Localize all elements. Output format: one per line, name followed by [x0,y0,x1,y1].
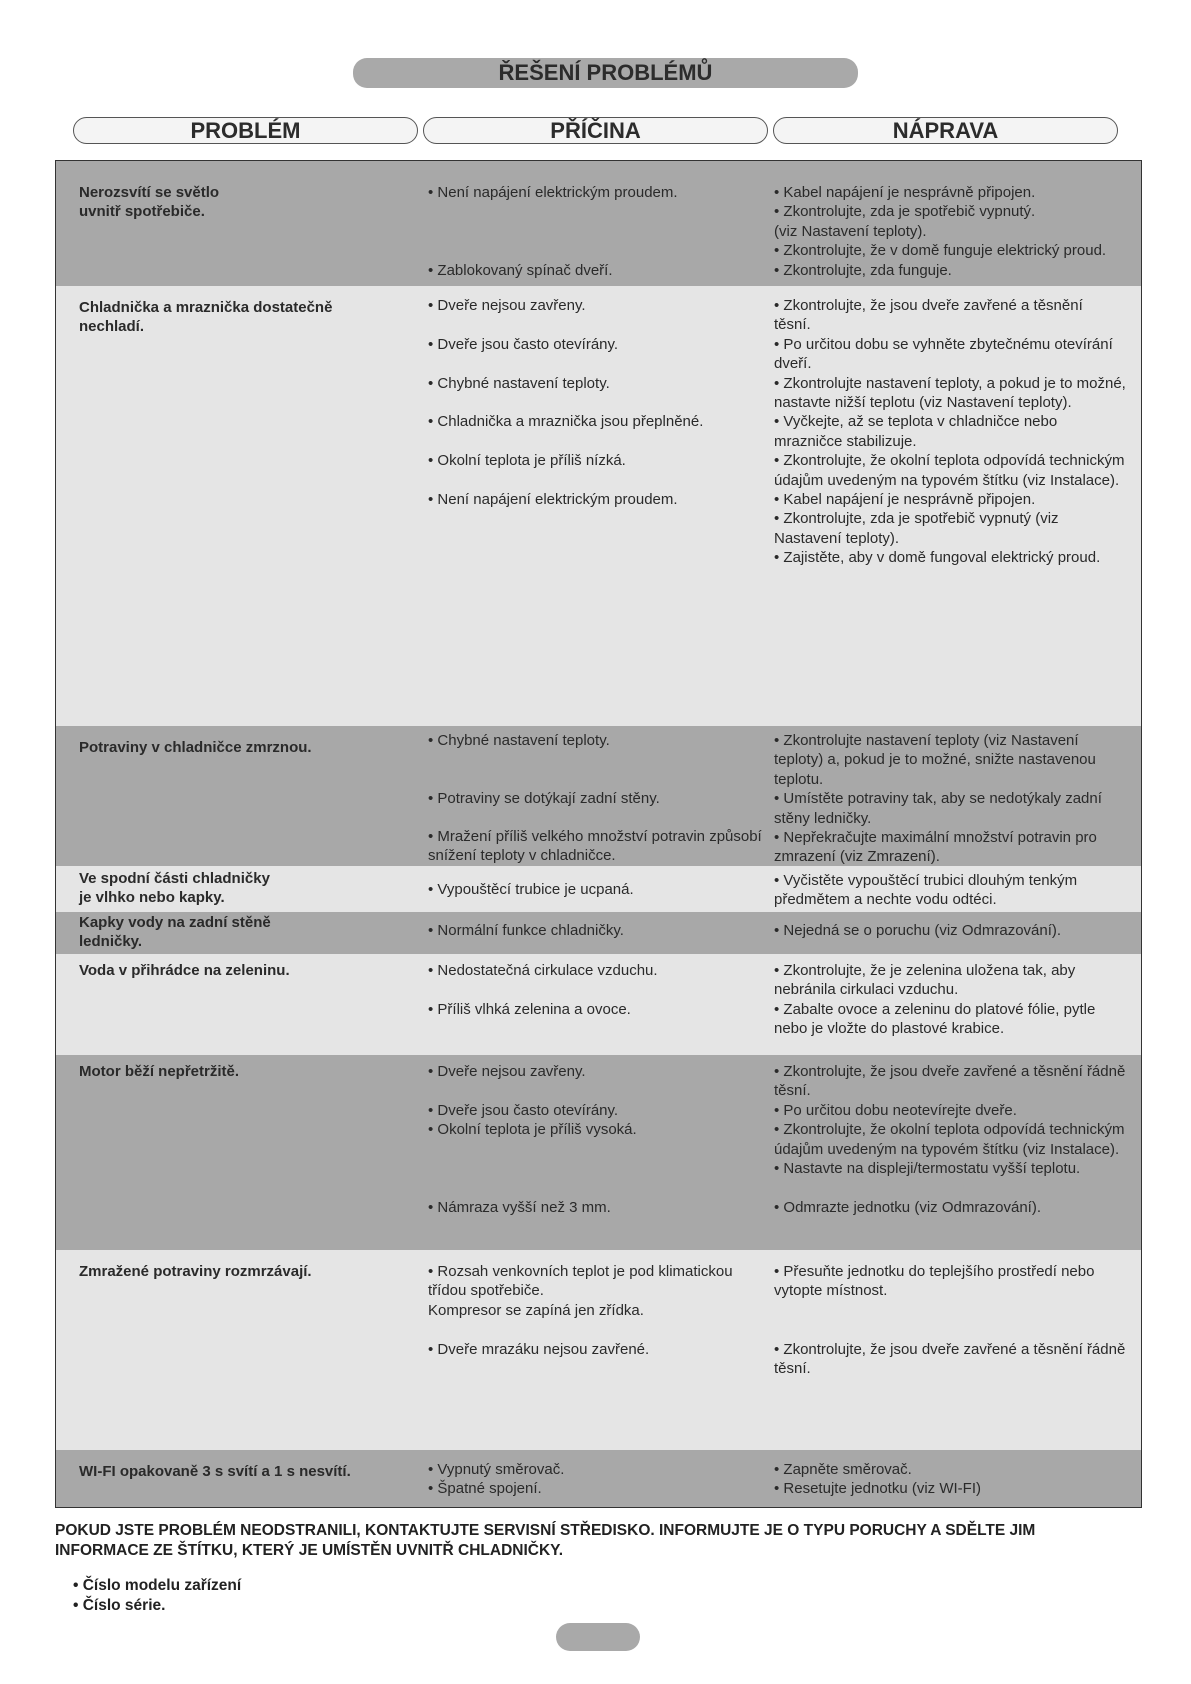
fix-text: • Zkontrolujte, že jsou dveře zavřené a těsnění řádně těsní. [774,1341,1126,1378]
fix-text: (viz Nastavení teploty). [774,222,927,240]
fix-text: • Zajistěte, aby v domě fungoval elektrický proud. [774,549,1101,567]
fix-text: • Zkontrolujte, zda funguje. [774,261,952,279]
list-item: • Číslo modelu zařízení [73,1577,242,1594]
page-number-badge [556,1623,640,1651]
fix-text: • Zabalte ovoce a zeleninu do platové fólie, pytle nebo je vložte do plastové krabice. [774,1000,1096,1038]
fix-text: • Kabel napájení je nesprávně připojen. [774,491,1036,509]
cause-text: • Rozsah venkovních teplot je pod klimatickou třídou spotřebiče. Kompresor se zapíná jen zřídka. [428,1263,733,1319]
troubleshooting-table [55,160,1142,1508]
cause-text: • Není napájení elektrickým proudem. [428,184,678,201]
fix-text: • Kabel napájení je nesprávně připojen. [774,184,1036,201]
cause-text: • Potraviny se dotýkají zadní stěny. [428,790,660,807]
problem-text: Ve spodní části chladničky je vlhko nebo kapky. [79,870,270,907]
problem-text: Zmražené potraviny rozmrzávají. [79,1263,312,1280]
fix-text: • Odmrazte jednotku (viz Odmrazování). [774,1199,1042,1216]
fix-text: • Vyčkejte, až se teplota v chladničce nebo mrazničce stabilizuje. [774,413,1058,450]
cause-text: • Okolní teplota je příliš nízká. [428,452,626,469]
fix-text: • Nepřekračujte maximální množství potravin pro zmrazení (viz Zmrazení). [774,829,1097,866]
fix-text: • Zkontrolujte nastavení teploty, a pokud je to možné, nastavte nižší teplotu (viz Nastavení teploty). [774,374,1126,412]
fix-text: • Zapněte směrovač. [774,1461,912,1478]
table-row [56,866,1141,912]
fix-text: • Po určitou dobu se vyhněte zbytečnému otevírání dveří. [774,335,1113,373]
service-note: POKUD JSTE PROBLÉM NEODSTRANILI, KONTAKTUJTE SERVISNÍ STŘEDISKO. INFORMUJTE JE O TYPU PORUCHY A SDĚLTE JIM INFORMACE ZE ŠTÍTKU, KTERÝ JE UMÍSTĚN UVNITŘ CHLADNIČKY. [55,1522,1036,1559]
fix-text: • Nastavte na displeji/termostatu vyšší teplotu. [774,1160,1081,1178]
cause-text: • Špatné spojení. [428,1480,542,1498]
cause-text: • Okolní teplota je příliš vysoká. [428,1121,637,1138]
table-row [56,726,1141,866]
cause-text: • Vypouštěcí trubice je ucpaná. [428,881,634,898]
table-row [56,912,1141,954]
table-row [56,1055,1141,1250]
fix-text: • Zkontrolujte, že v domě funguje elektrický proud. [774,242,1107,260]
fix-text: • Nejedná se o poruchu (viz Odmrazování). [774,922,1062,939]
table-row [56,1250,1141,1450]
problem-text: Nerozsvítí se světlo uvnitř spotřebiče. [79,184,220,221]
cause-text: • Zablokovaný spínač dveří. [428,262,613,279]
cause-text: • Dveře mrazáku nejsou zavřené. [428,1341,650,1358]
page-title: ŘEŠENÍ PROBLÉMŮ [353,58,858,88]
column-header-problem: PROBLÉM [73,117,418,144]
table-row [56,161,1141,286]
cause-text: • Nedostatečná cirkulace vzduchu. [428,962,658,979]
problem-text: Motor běží nepřetržitě. [79,1063,240,1080]
column-header-fix: NÁPRAVA [773,117,1118,144]
problem-text: WI-FI opakovaně 3 s svítí a 1 s nesvítí. [79,1463,351,1480]
fix-text: • Zkontrolujte, zda je spotřebič vypnutý. [774,203,1036,221]
cause-text: • Dveře nejsou zavřeny. [428,1063,586,1080]
problem-text: Potraviny v chladničce zmrznou. [79,739,312,756]
table-row [56,1450,1141,1508]
list-item: • Číslo série. [73,1596,166,1614]
fix-text: • Resetujte jednotku (viz WI-FI) [774,1480,981,1498]
problem-text: Chladnička a mraznička dostatečně nechladí. [79,299,333,336]
cause-text: • Dveře jsou často otevírány. [428,1102,619,1119]
cause-text: • Vypnutý směrovač. [428,1461,565,1478]
info-list [73,1576,241,1615]
table-row [56,286,1141,726]
cause-text: • Chybné nastavení teploty. [428,732,610,749]
fix-text: • Zkontrolujte, zda je spotřebič vypnutý (viz Nastavení teploty). [774,510,1059,547]
cause-text: • Mražení příliš velkého množství potravin způsobí snížení teploty v chladničce. [428,828,762,865]
cause-text: • Není napájení elektrickým proudem. [428,491,678,508]
fix-text: • Vyčistěte vypouštěcí trubici dlouhým tenkým předmětem a nechte vodu odtéci. [774,872,1078,909]
fix-text: • Po určitou dobu neotevírejte dveře. [774,1101,1017,1119]
cause-text: • Chybné nastavení teploty. [428,375,610,392]
fix-text: • Přesuňte jednotku do teplejšího prostředí nebo vytopte místnost. [774,1263,1095,1300]
cause-text: • Chladnička a mraznička jsou přeplněné. [428,413,704,430]
cause-text: • Dveře nejsou zavřeny. [428,297,586,314]
table-row [56,954,1141,1055]
cause-text: • Příliš vlhká zelenina a ovoce. [428,1001,631,1018]
fix-text: • Zkontrolujte, že okolní teplota odpovídá technickým údajům uvedeným na typovém štítku (viz Instalace). [774,1121,1125,1158]
fix-text: • Zkontrolujte, že je zelenina uložena tak, aby nebránila cirkulaci vzduchu. [774,962,1076,999]
fix-text: • Zkontrolujte, že jsou dveře zavřené a těsnění řádně těsní. [774,1063,1126,1100]
problem-text: Voda v přihrádce na zeleninu. [79,962,290,979]
fix-text: • Zkontrolujte, že okolní teplota odpovídá technickým údajům uvedeným na typovém štítku (viz Instalace). [774,452,1125,489]
cause-text: • Dveře jsou často otevírány. [428,336,619,353]
fix-text: • Zkontrolujte nastavení teploty (viz Nastavení teploty) a, pokud je to možné, snižte nastavenou teplotu. [774,732,1096,788]
problem-text: Kapky vody na zadní stěně ledničky. [79,914,271,951]
column-header-cause: PŘÍČINA [423,117,768,144]
fix-text: • Zkontrolujte, že jsou dveře zavřené a těsnění těsní. [774,297,1083,334]
cause-text: • Normální funkce chladničky. [428,922,624,939]
cause-text: • Námraza vyšší než 3 mm. [428,1199,611,1216]
fix-text: • Umístěte potraviny tak, aby se nedotýkaly zadní stěny ledničky. [774,790,1102,827]
